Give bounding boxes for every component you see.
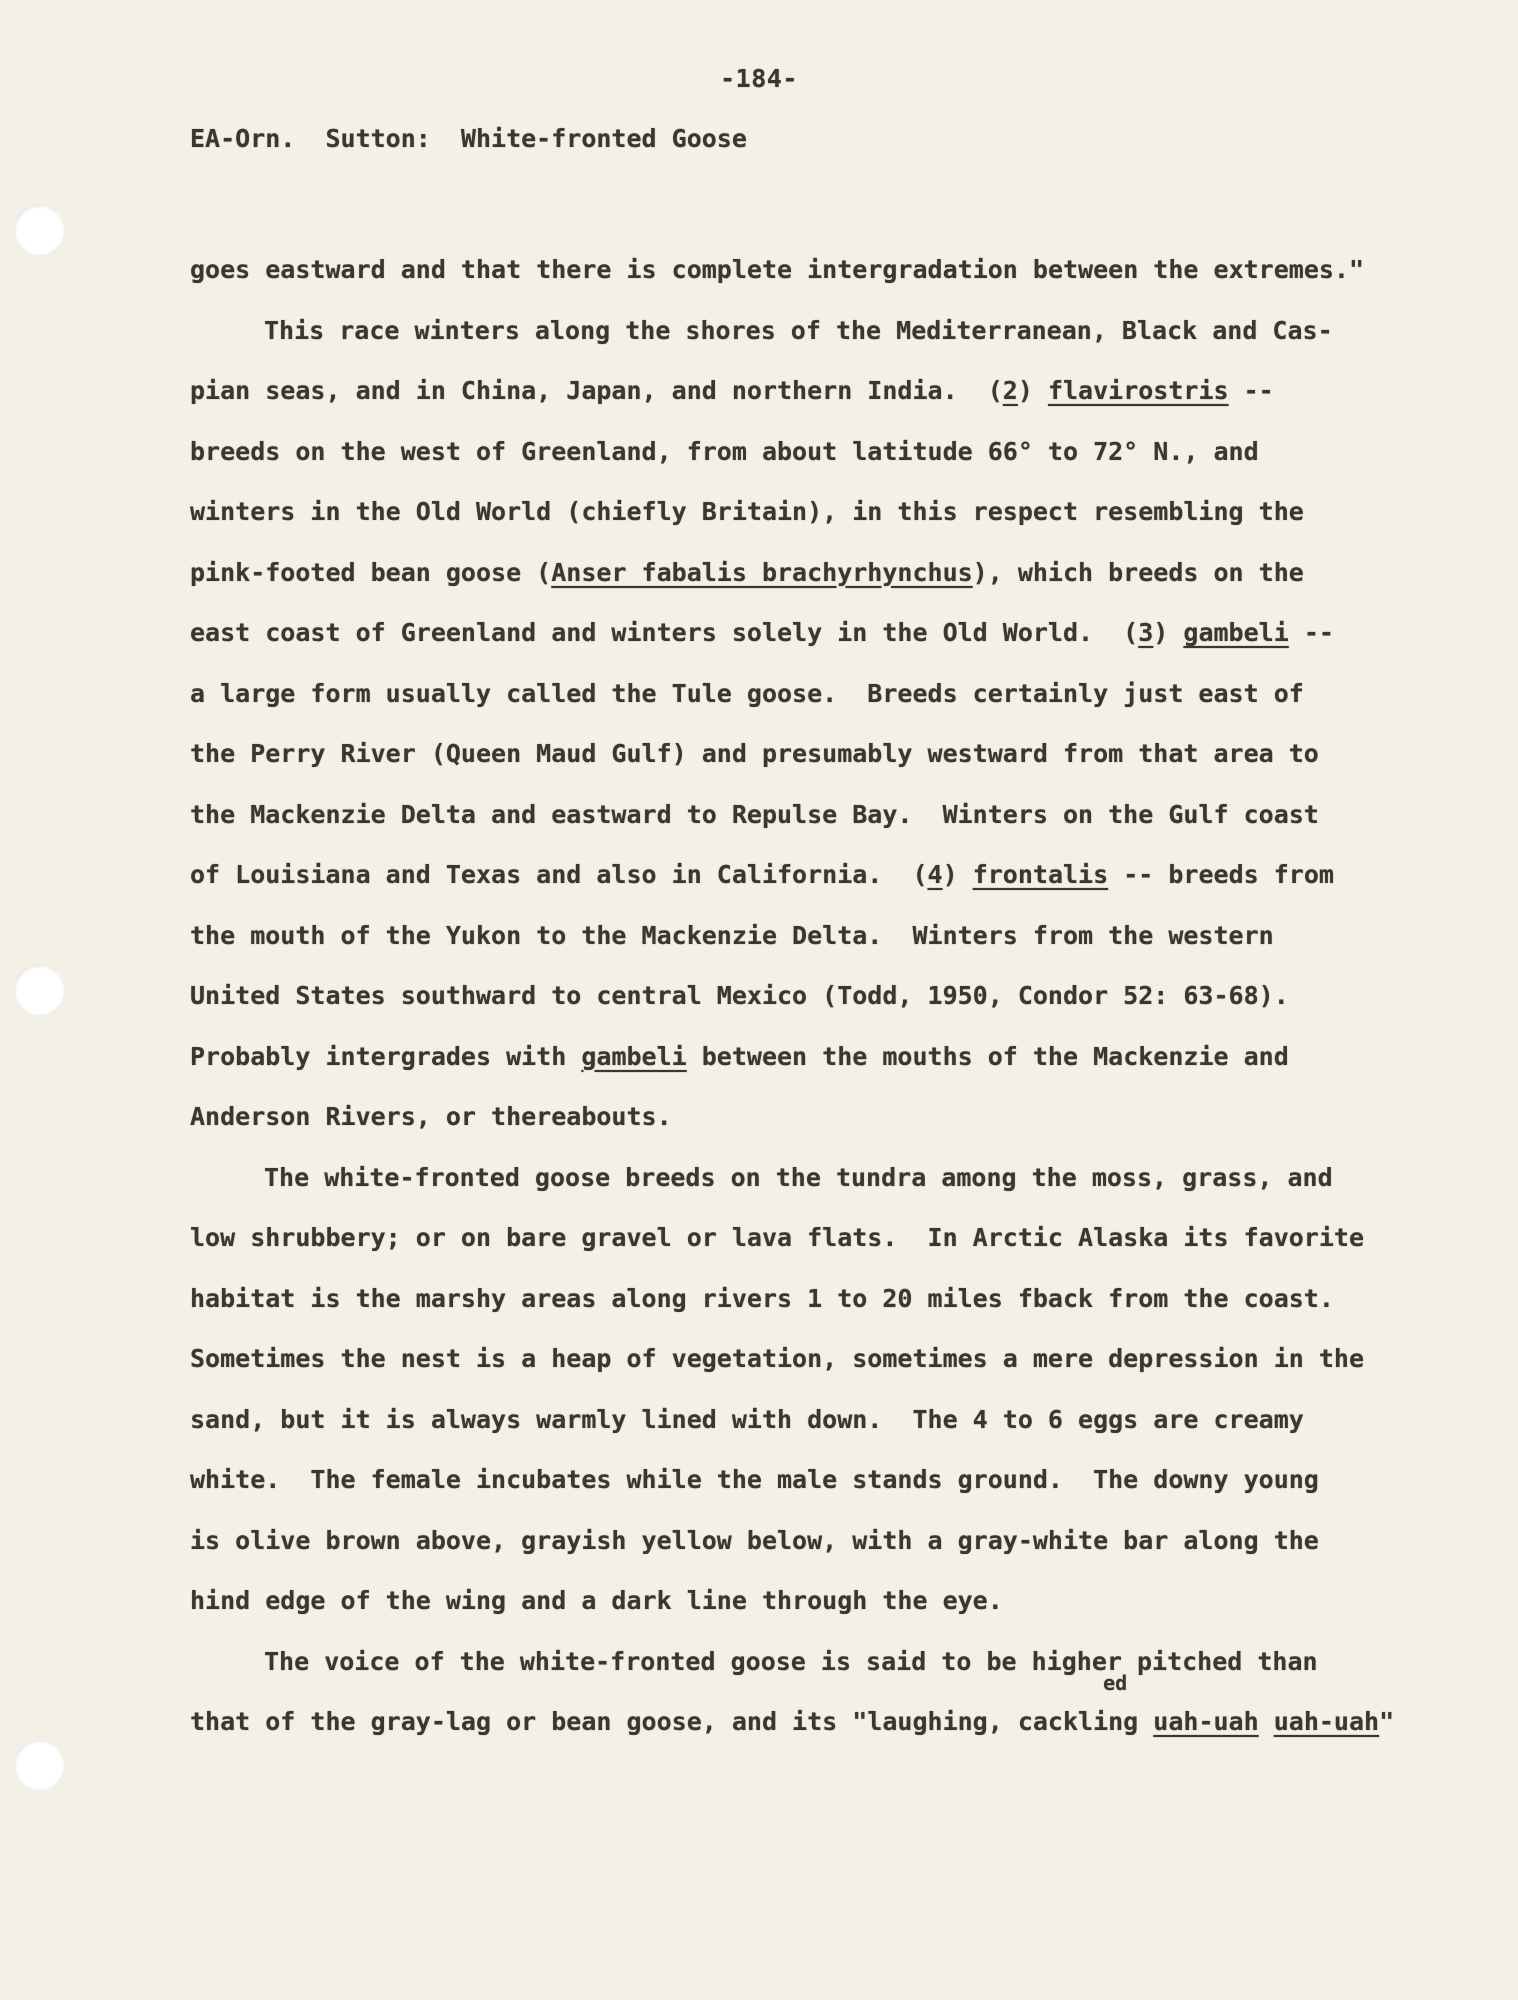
page-header: EA-Orn. Sutton: White-fronted Goose bbox=[190, 124, 747, 153]
text-line: a large form usually called the Tule goose. Breeds certainly just east of bbox=[190, 678, 1304, 708]
text-line: the Mackenzie Delta and eastward to Repulse Bay. Winters on the Gulf coast bbox=[190, 799, 1319, 829]
species-name: gambeli bbox=[581, 1041, 687, 1071]
punch-hole bbox=[14, 965, 64, 1015]
species-name: frontalis bbox=[972, 860, 1109, 889]
text-line: United States southward to central Mexico (Todd, 1950, Condor 52: 63-68). bbox=[190, 981, 1289, 1010]
text-line: Anderson Rivers, or thereabouts. bbox=[190, 1102, 672, 1131]
body-text bbox=[190, 240, 1395, 1753]
text-line: breeds on the west of Greenland, from about latitude 66° to 72° N., and bbox=[190, 436, 1259, 466]
text-line: that of the gray-lag or bean goose, and its "laughing, cackling ed uah-uah uah-uah" bbox=[190, 1671, 1395, 1736]
inserted-text: ed bbox=[1103, 1671, 1128, 1695]
text-line: habitat is the marshy areas along rivers 1 to 20 miles fback from the coast. bbox=[190, 1283, 1334, 1313]
species-name: Anser fabalis brachyrhynchus bbox=[551, 557, 973, 587]
text-line: This race winters along the shores of the Mediterranean, Black and Cas- bbox=[264, 315, 1333, 345]
text-line: The white-fronted goose breeds on the tundra among the moss, grass, and bbox=[264, 1162, 1333, 1192]
text-line: goes eastward and that there is complete intergradation between the extremes." bbox=[190, 255, 1365, 284]
punch-hole bbox=[14, 1740, 64, 1790]
text-line: Probably intergrades with gambeli between the mouths of the Mackenzie and bbox=[190, 1041, 1289, 1071]
text-line: white. The female incubates while the male stands ground. The downy young bbox=[190, 1465, 1319, 1494]
text-line: is olive brown above, grayish yellow below, with a gray-white bar along the bbox=[190, 1525, 1319, 1555]
page-number: -184- bbox=[720, 64, 798, 93]
text-line: pink-footed bean goose (Anser fabalis brachyrhynchus), which breeds on the bbox=[190, 557, 1304, 587]
punch-hole bbox=[14, 205, 64, 255]
text-line: hind edge of the wing and a dark line through the eye. bbox=[190, 1586, 1003, 1615]
text-line: Sometimes the nest is a heap of vegetation, sometimes a mere depression in the bbox=[190, 1344, 1364, 1373]
text-line: winters in the Old World (chiefly Britain), in this respect resembling the bbox=[190, 497, 1304, 526]
species-name: flavirostris bbox=[1047, 376, 1229, 405]
text-line: The voice of the white-fronted goose is said to be higher pitched than bbox=[264, 1646, 1318, 1676]
text-line: sand, but it is always warmly lined with down. The 4 to 6 eggs are creamy bbox=[190, 1404, 1304, 1434]
text-line: low shrubbery; or on bare gravel or lava flats. In Arctic Alaska its favorite bbox=[190, 1223, 1364, 1252]
text-line: the Perry River (Queen Maud Gulf) and presumably westward from that area to bbox=[190, 739, 1319, 768]
handwritten-correction: ing ed bbox=[1093, 1671, 1139, 1736]
text-line: east coast of Greenland and winters solely in the Old World. (3) gambeli -- bbox=[190, 618, 1334, 647]
species-name: gambeli bbox=[1183, 618, 1289, 647]
text-line: pian seas, and in China, Japan, and northern India. (2) flavirostris -- bbox=[190, 376, 1274, 405]
text-line: the mouth of the Yukon to the Mackenzie Delta. Winters from the western bbox=[190, 920, 1274, 950]
text-line: of Louisiana and Texas and also in California. (4) frontalis -- breeds from bbox=[190, 860, 1334, 889]
